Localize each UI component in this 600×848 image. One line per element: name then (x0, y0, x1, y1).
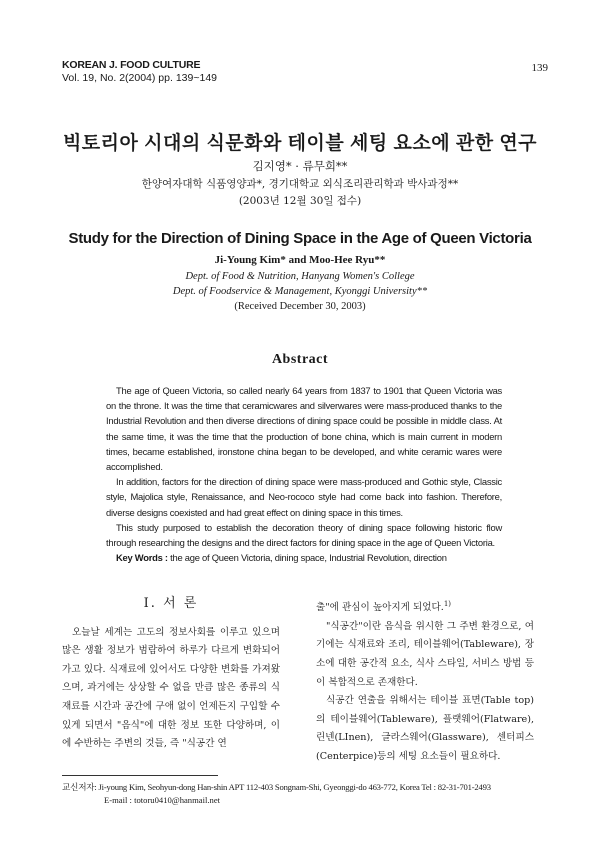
authors-english: Ji-Young Kim* and Moo-Hee Ryu** (214, 254, 386, 266)
keywords-label: Key Words : (116, 552, 168, 564)
abstract-heading: Abstract (271, 352, 329, 367)
abstract-body (106, 383, 502, 565)
received-date-english: (Received December 30, 2003) (234, 301, 366, 312)
title-english: Study for the Direction of Dining Space in the Age of Queen Victoria (68, 230, 532, 247)
footer-correspondence: 교신저자: Ji-young Kim, Seohyun-dong Han-shin APT 112-403 Songnam-Shi, Gyeonggi-do 463-772, Korea Tel : 82-31-701-2493 (62, 782, 491, 792)
authors-korean: 김지영* · 류무희** (252, 159, 348, 173)
abstract-paragraph: This study purposed to establish the decoration theory of dining space following historic flow through researching the designs and the direct factors for dining space in the age of Queen Victoria. (106, 521, 502, 549)
continuation-text: 출"에 관심이 높아지게 되었다. (316, 602, 444, 614)
journal-volume: Vol. 19, No. 2(2004) pp. 139~149 (62, 72, 217, 84)
body-paragraph: 오늘날 세계는 고도의 정보사회를 이루고 있으며 많은 생활 정보가 범람하여 하루가 다르게 변화되어 가고 있다. 식재료에 있어서도 다양한 변화를 가져왔으며, 과거에는 상상할 수 없을 만큼 많은 종류의 식재료를 시간과 공간에 구애 없이 언제든지 구입할 수 있게 되면서 "음식"에 대한 정보 또한 다양하며, 이에 수반하는 주변의 것들, 즉 "식공간 연 (62, 626, 280, 750)
footer-rule (62, 775, 218, 776)
body-paragraph-continuation (316, 595, 534, 618)
footnote-marker: 1) (443, 600, 452, 608)
abstract-paragraph: In addition, factors for the direction of dining space were mass-produced and Gothic style, Classic style, Majolica style, Renaissance, and Neo-rococo style had come back into fashion. Therefore, diverse designs coexisted and had great effect on dining space in this times. (106, 476, 502, 518)
title-korean: 빅토리아 시대의 식문화와 테이블 세팅 요소에 관한 연구 (62, 133, 538, 154)
body-column-right (316, 595, 534, 767)
affiliation-korean: 한양여자대학 식품영양과*, 경기대학교 외식조리관리학과 박사과정** (141, 178, 459, 190)
affiliation-english-2: Dept. of Foodservice & Management, Kyonggi University** (172, 286, 428, 297)
body-paragraph: 식공간 연출을 위해서는 테이블 표면(Table top)의 테이블웨어(Tableware), 플랫웨어(Flatware), 린넨(LInen), 글라스웨어(Glassware), 센터피스(Centerpice)등의 세팅 요소들이 필요하다. (316, 695, 534, 762)
body-paragraph: "식공간"이란 음식을 위시한 그 주변 환경으로, 여기에는 식재료와 조리, 테이블웨어(Tableware), 장소에 대한 공간적 요소, 식사 스타일, 서비스 방법 등이 복합적으로 존재한다. (316, 620, 534, 688)
journal-name: KOREAN J. FOOD CULTURE (62, 59, 201, 71)
footer-email: E-mail : totoru0410@hanmail.net (104, 795, 221, 805)
body-column-left (62, 595, 280, 754)
keywords-text: the age of Queen Victoria, dining space, Industrial Revolution, direction (170, 552, 447, 564)
section-heading: I. 서 론 (143, 596, 199, 611)
abstract-paragraph: The age of Queen Victoria, so called nearly 64 years from 1837 to 1901 that Queen Victoria was on the throne. It was the time that ceramicwares and silverwares were mass-produced thanks to the Industrial Revolution and then diverse directions of dining space could be possible in middle class. At the same time, it was the time that the production of bone china, which is main current in modern times, became established, ironstone china began to be developed, and white ceramic wares were accomplished. (106, 385, 502, 473)
affiliation-english-1: Dept. of Food & Nutrition, Hanyang Women's College (185, 271, 415, 282)
keywords-line (106, 550, 502, 565)
received-date-korean: (2003년 12월 30일 접수) (238, 195, 362, 207)
page-number: 139 (531, 62, 548, 74)
